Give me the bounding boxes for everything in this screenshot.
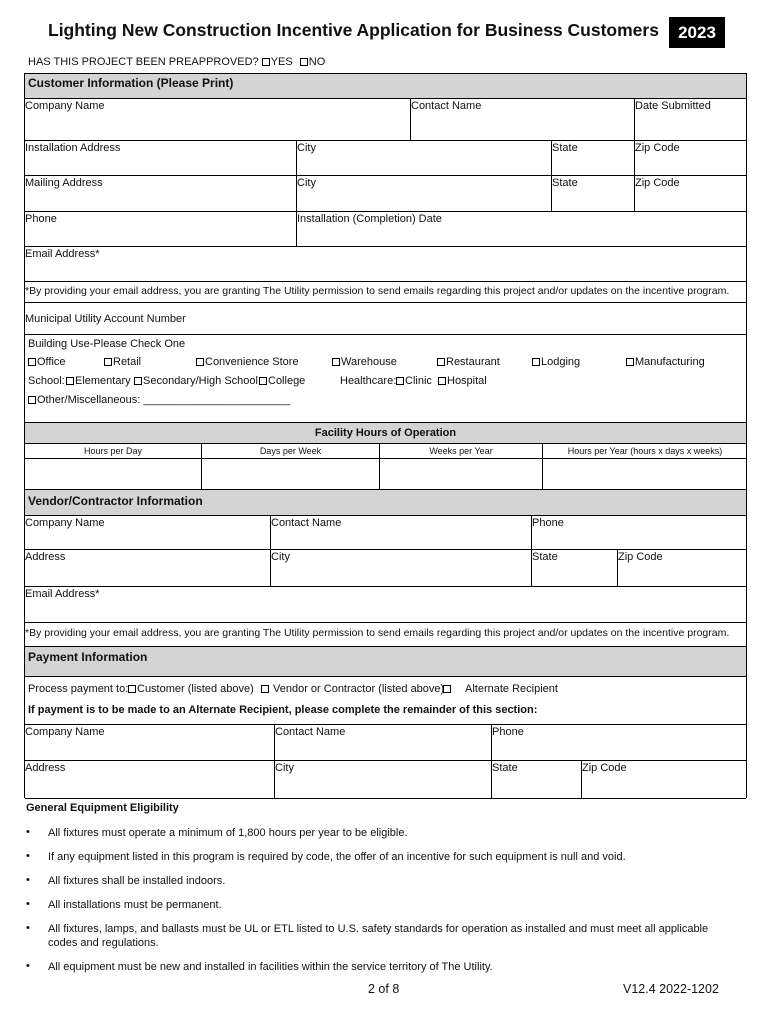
vendor-phone-field[interactable]: Phone <box>531 516 747 549</box>
checkbox-icon <box>128 685 136 693</box>
customer-row-phone <box>25 212 746 247</box>
installation-state-field[interactable]: State <box>551 141 634 175</box>
payment-header <box>25 647 746 677</box>
mailing-zip-field[interactable]: Zip Code <box>634 176 747 211</box>
weeks-per-year-input[interactable] <box>379 459 542 490</box>
checkbox-icon <box>28 358 36 366</box>
payment-section <box>24 646 747 798</box>
checkbox-icon <box>196 358 204 366</box>
checkbox-icon <box>332 358 340 366</box>
customer-email-note: *By providing your email address, you are granting The Utility permission to send emails regarding this project and/or updates on the incentive program. <box>25 285 730 297</box>
year-badge: 2023 <box>669 17 725 48</box>
payment-option-alternate[interactable]: Alternate Recipient <box>443 683 558 695</box>
payment-contact-field[interactable]: Contact Name <box>274 725 491 760</box>
checkbox-icon <box>261 685 269 693</box>
mailing-address-field[interactable]: Mailing Address <box>25 177 103 189</box>
customer-email-label: Email Address* <box>25 248 100 260</box>
building-use-row <box>25 335 746 423</box>
customer-company-field[interactable]: Company Name <box>25 100 105 112</box>
hours-col-weeks-per-year: Weeks per Year <box>379 444 542 458</box>
date-submitted-field[interactable]: Date Submitted <box>634 99 747 140</box>
checkbox-icon <box>66 377 74 385</box>
preapproved-label: HAS THIS PROJECT BEEN PREAPPROVED? <box>28 56 259 68</box>
process-payment-label: Process payment to: <box>28 683 129 695</box>
customer-email-field[interactable] <box>25 247 746 282</box>
hours-columns-row <box>25 444 746 459</box>
vendor-email-note: *By providing your email address, you are granting The Utility permission to send emails regarding this project and/or updates on the incentive program. <box>25 627 730 639</box>
building-option-warehouse[interactable]: Warehouse <box>332 356 397 368</box>
payment-options-row <box>25 677 746 725</box>
healthcare-label: Healthcare: <box>340 375 397 387</box>
hours-header <box>25 423 746 444</box>
building-option-manufacturing[interactable]: Manufacturing <box>626 356 705 368</box>
vendor-city-field[interactable]: City <box>270 550 531 586</box>
installation-address-field[interactable]: Installation Address <box>25 142 121 154</box>
preapproved-yes-label: YES <box>270 56 293 68</box>
preapproved-no-label: NO <box>308 56 326 68</box>
page-title: Lighting New Construction Incentive Application for Business Customers <box>48 20 659 40</box>
account-number-field[interactable] <box>25 303 746 335</box>
customer-heading: Customer Information (Please Print) <box>28 76 234 90</box>
page-number: 2 of 8 <box>368 982 400 996</box>
mailing-state-field[interactable]: State <box>551 176 634 211</box>
customer-row-install-address <box>25 141 746 176</box>
vendor-address-field[interactable]: Address <box>25 551 66 563</box>
version-label: V12.4 2022-1202 <box>623 982 719 996</box>
payment-city-field[interactable]: City <box>274 761 491 798</box>
hours-col-hours-per-year: Hours per Year (hours x days x weeks) <box>542 444 747 458</box>
vendor-email-label: Email Address* <box>25 588 100 600</box>
vendor-section <box>24 489 747 648</box>
customer-email-note-row <box>25 282 746 303</box>
building-option-convenience-store[interactable]: Convenience Store <box>196 356 299 368</box>
vendor-row-company <box>25 516 746 550</box>
eligibility-section: General Equipment Eligibility • All fixtures must operate a minimum of 1,800 hours per year to be eligible. • If any equipment listed in this program is required by code, the offer of an incentive for such equipment is null and void. • All fixtures shall be installed indoors. • All installations must be permanent. • All fixtures, lamps, and ballasts must be UL or ETL listed to U.S. safety standards for operation as installed and must meet all applicable codes and regulations. • All equipment must be new and installed in facilities within the service territory of The Utility. <box>26 802 726 814</box>
checkbox-icon <box>28 396 36 404</box>
payment-zip-field[interactable]: Zip Code <box>581 761 747 798</box>
customer-section <box>24 73 747 422</box>
days-per-week-input[interactable] <box>201 459 379 490</box>
checkbox-icon <box>259 377 267 385</box>
vendor-contact-field[interactable]: Contact Name <box>270 516 531 549</box>
payment-row-company <box>25 725 746 761</box>
payment-phone-field[interactable]: Phone <box>491 725 747 760</box>
payment-heading: Payment Information <box>28 650 148 664</box>
preapproved-question <box>28 56 325 68</box>
checkbox-icon <box>443 685 451 693</box>
school-option-elementary[interactable]: Elementary <box>66 375 131 387</box>
hours-col-hours-per-day: Hours per Day <box>83 446 143 456</box>
building-option-other[interactable]: Other/Miscellaneous: ________________________ <box>28 394 290 406</box>
school-option-college[interactable]: College <box>259 375 305 387</box>
vendor-zip-field[interactable]: Zip Code <box>617 550 747 586</box>
checkbox-icon <box>104 358 112 366</box>
preapproved-yes-checkbox[interactable] <box>262 58 270 66</box>
vendor-header <box>25 490 746 516</box>
building-option-restaurant[interactable]: Restaurant <box>437 356 500 368</box>
building-option-lodging[interactable]: Lodging <box>532 356 580 368</box>
customer-row-mailing-address <box>25 176 746 212</box>
payment-company-field[interactable]: Company Name <box>25 726 105 738</box>
checkbox-icon <box>626 358 634 366</box>
payment-address-field[interactable]: Address <box>25 762 66 774</box>
payment-row-address <box>25 761 746 799</box>
installation-zip-field[interactable]: Zip Code <box>634 141 747 175</box>
mailing-city-field[interactable]: City <box>296 176 551 211</box>
checkbox-icon <box>532 358 540 366</box>
hours-col-days-per-week: Days per Week <box>201 444 379 458</box>
school-label: School: <box>28 375 65 387</box>
checkbox-icon <box>134 377 142 385</box>
customer-header <box>25 74 746 99</box>
eligibility-heading: General Equipment Eligibility <box>26 802 179 814</box>
checkbox-icon <box>437 358 445 366</box>
vendor-heading: Vendor/Contractor Information <box>28 494 203 508</box>
payment-option-customer[interactable]: Customer (listed above) <box>128 683 254 695</box>
healthcare-option-clinic[interactable]: Clinic <box>396 375 432 387</box>
vendor-company-field[interactable]: Company Name <box>25 517 105 529</box>
school-option-secondary[interactable]: Secondary/High School <box>134 375 258 387</box>
installation-date-field[interactable]: Installation (Completion) Date <box>296 212 747 246</box>
checkbox-icon <box>396 377 404 385</box>
alternate-recipient-note: If payment is to be made to an Alternate Recipient, please complete the remainder of this section: <box>28 704 538 716</box>
vendor-state-field[interactable]: State <box>531 550 617 586</box>
checkbox-icon <box>438 377 446 385</box>
payment-state-field[interactable]: State <box>491 761 581 798</box>
building-option-retail[interactable]: Retail <box>104 356 141 368</box>
building-option-office[interactable]: Office <box>28 356 66 368</box>
account-number-label: Municipal Utility Account Number <box>25 313 186 325</box>
vendor-row-address <box>25 550 746 587</box>
customer-phone-field[interactable]: Phone <box>25 213 57 225</box>
installation-city-field[interactable]: City <box>296 141 551 175</box>
vendor-email-field[interactable] <box>25 587 746 623</box>
building-use-label: Building Use-Please Check One <box>28 338 186 350</box>
customer-row-company <box>25 99 746 141</box>
healthcare-option-hospital[interactable]: Hospital <box>438 375 487 387</box>
customer-contact-field[interactable]: Contact Name <box>410 99 634 140</box>
hours-section <box>24 422 747 489</box>
hours-heading: Facility Hours of Operation <box>314 427 457 439</box>
hours-values-row <box>25 459 746 490</box>
hours-per-day-input[interactable] <box>25 459 201 490</box>
hours-per-year-input[interactable] <box>542 459 747 490</box>
preapproved-no-checkbox[interactable] <box>300 58 308 66</box>
payment-option-vendor[interactable]: Vendor or Contractor (listed above) <box>261 683 444 695</box>
